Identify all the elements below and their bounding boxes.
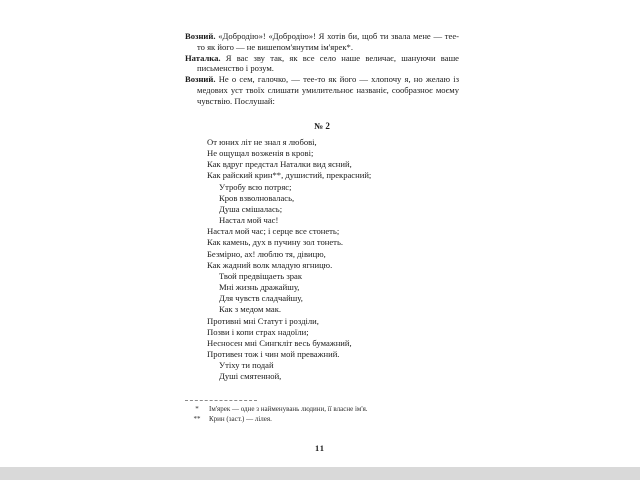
speaker-name: Возний. [185,31,216,41]
dialogue-text: «Добродію»! «Добродію»! Я хотів би, щоб ти звала мене — тее-то як його — не вишепом'янутим ім'ярек*. [197,31,459,52]
song-line: Противні мні Статут і розділи, [207,315,319,326]
song-line: Противен тож і чин мой преважний. [207,348,340,359]
dialogue-text: Я вас зву так, як все село наше величає, шануючи ваше письменство і розум. [197,52,459,74]
song-line: Как райский крин**, душистий, прекрасний; [207,170,372,181]
footnote-text: Крин (заст.) — лілея. [209,414,272,423]
footnote [185,415,467,425]
scan-edge [0,467,640,480]
song-number-heading: № 2 [314,121,330,131]
song-line: Позви і копи страх надоїли; [207,326,309,337]
song-line: Как вдруг предстал Наталки вид ясний, [207,159,352,170]
dialogue-text: Не о сем, галочко, — тее-то як його — хлопочу я, но желаю із медових уст твоїх слишати умилительноє названіє, сообразноє моєму чувствію. Послушай: [197,74,459,106]
dialogue-paragraph [185,53,459,75]
song-line: Для чувств сладчайшу, [219,293,303,304]
song-line: Душі смятенной, [219,371,282,382]
song-line: Настал мой час; і серце все стонеть; [207,226,340,237]
song-line: Как жадний волк младую ягницю. [207,259,333,270]
page-number: 11 [314,443,326,453]
dialogue-paragraph [185,74,459,106]
song-line: От юних літ не знал я любові, [207,137,317,147]
footnote-marker: * [195,405,199,413]
song-line: Настал мой час! [219,215,279,226]
speaker-name: Наталка. [185,52,221,63]
dialogue-section [185,31,459,107]
song-line: Твой предвіщаеть зрак [219,270,303,281]
song-line: Как камень, дух в пучину зол тонеть. [207,237,344,248]
footnote-text: Ім'ярек — одне з найменувань людини, її власне ім'я. [209,405,368,413]
footnotes-list [185,405,467,424]
footnotes-section [185,400,467,424]
speaker-name: Возний. [185,74,216,85]
footnote-separator [185,400,257,401]
song-lines [207,137,371,382]
footnote-marker: ** [193,414,201,423]
song-line: Утробу всю потряс; [219,181,292,192]
song-line: Кров взволновалась, [219,192,295,203]
song-line: Как з медом мак. [219,304,282,315]
song-line: Не ощущал возженія в крові; [207,148,314,159]
song-line: Несносен мні Сингкліт весь бумажний, [207,337,352,348]
song-line: Утіху ти подай [219,360,274,371]
footnote [185,405,467,415]
song-line: Душа смішалась; [219,203,283,214]
dialogue-paragraph [185,31,459,53]
song-line: Безмірно, ах! люблю тя, дівицю, [207,248,326,259]
song-line: Мні жизнь дражайшу, [219,282,300,293]
